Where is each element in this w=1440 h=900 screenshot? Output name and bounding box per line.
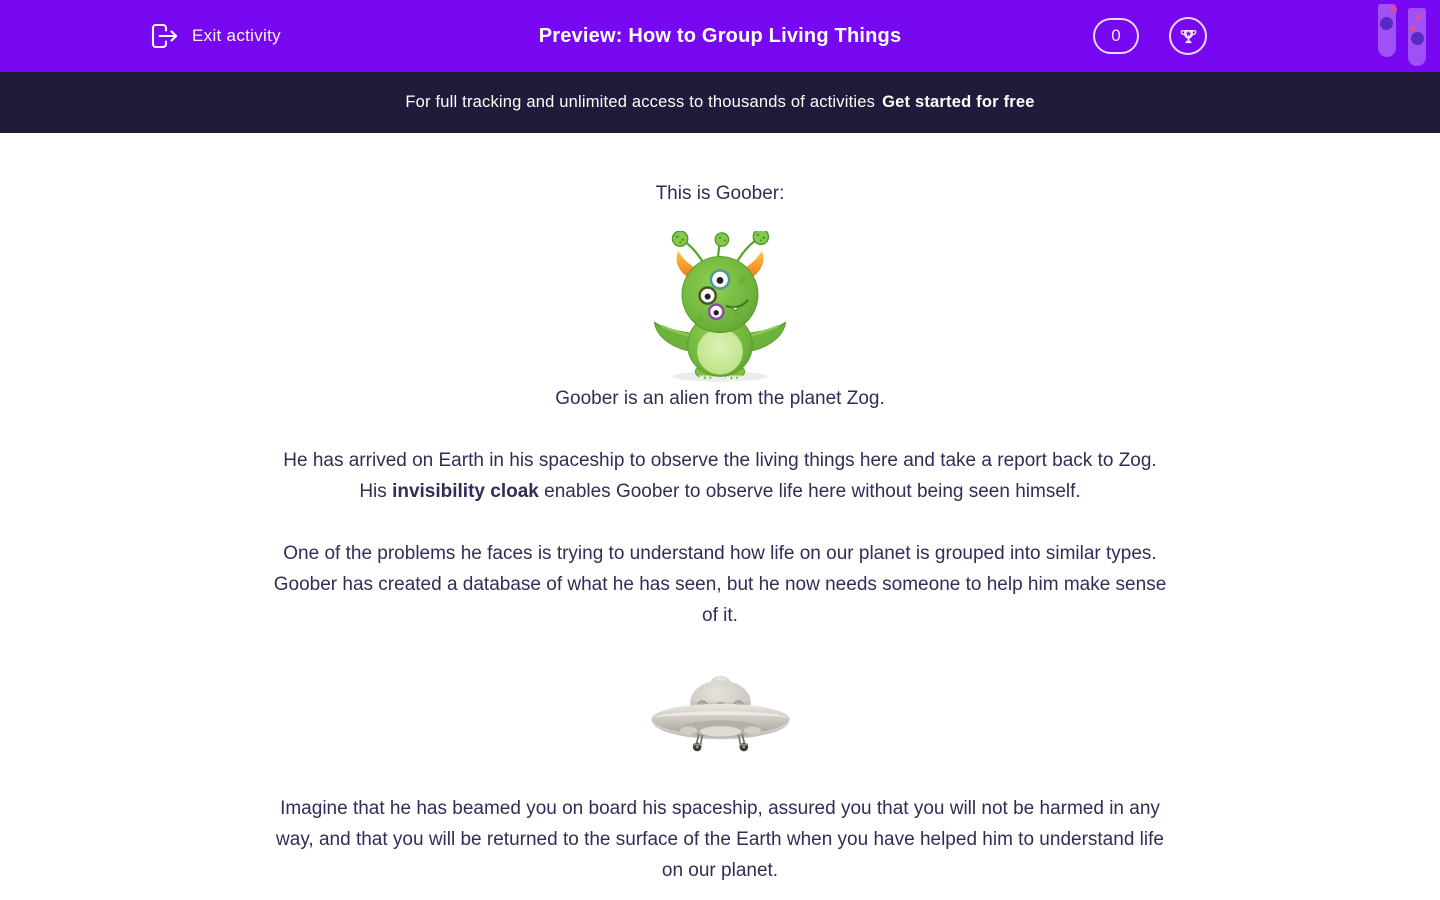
test-tube-icon bbox=[1408, 8, 1426, 66]
imagine-paragraph bbox=[150, 793, 1290, 886]
page-title: Preview: How to Group Living Things bbox=[538, 24, 902, 47]
rewards-button[interactable] bbox=[1169, 17, 1207, 55]
trophy-icon bbox=[1178, 26, 1199, 47]
arrival-line2-before: His bbox=[359, 481, 393, 502]
app-header bbox=[0, 0, 1440, 72]
intro-text: This is Goober: bbox=[655, 183, 785, 204]
goober-alien-image bbox=[0, 231, 1440, 383]
imagine-line2: way, and that you will be returned to the surface of the Earth when you have helped him to understand life bbox=[276, 829, 1164, 850]
test-tube-icon bbox=[1378, 4, 1396, 57]
arrival-line1: He has arrived on Earth in his spaceship to observe the living things here and take a report back to Zog. bbox=[283, 450, 1157, 471]
problem-paragraph bbox=[150, 538, 1290, 631]
score-value: 0 bbox=[1111, 26, 1121, 45]
problem-line1: One of the problems he faces is trying to understand how life on our planet is grouped into similar types. bbox=[283, 543, 1157, 564]
header-controls bbox=[1093, 0, 1207, 72]
exit-icon bbox=[150, 22, 180, 50]
problem-line2: Goober has created a database of what he has seen, but he now needs someone to help him make sense bbox=[273, 574, 1167, 595]
exit-activity-button[interactable] bbox=[150, 0, 281, 72]
ufo-image bbox=[0, 671, 1440, 753]
score-badge bbox=[1093, 18, 1139, 54]
arrival-line2-after: enables Goober to observe life here without being seen himself. bbox=[538, 481, 1081, 502]
promo-text: For full tracking and unlimited access to thousands of activities bbox=[405, 93, 876, 111]
test-tubes-decoration bbox=[1378, 0, 1426, 66]
problem-line3: of it. bbox=[702, 605, 738, 626]
get-started-link[interactable]: Get started for free bbox=[882, 93, 1035, 111]
promo-banner bbox=[0, 72, 1440, 133]
imagine-line1: Imagine that he has beamed you on board his spaceship, assured you that you will not be harmed in any bbox=[280, 798, 1160, 819]
activity-content bbox=[0, 133, 1440, 886]
invisibility-cloak-bold: invisibility cloak bbox=[392, 481, 539, 502]
exit-activity-label: Exit activity bbox=[192, 26, 281, 45]
caption-text: Goober is an alien from the planet Zog. bbox=[555, 388, 885, 409]
flying-saucer-illustration bbox=[643, 671, 798, 753]
arrival-paragraph bbox=[150, 445, 1290, 507]
alien-illustration bbox=[646, 231, 794, 383]
imagine-line3: on our planet. bbox=[661, 860, 779, 881]
